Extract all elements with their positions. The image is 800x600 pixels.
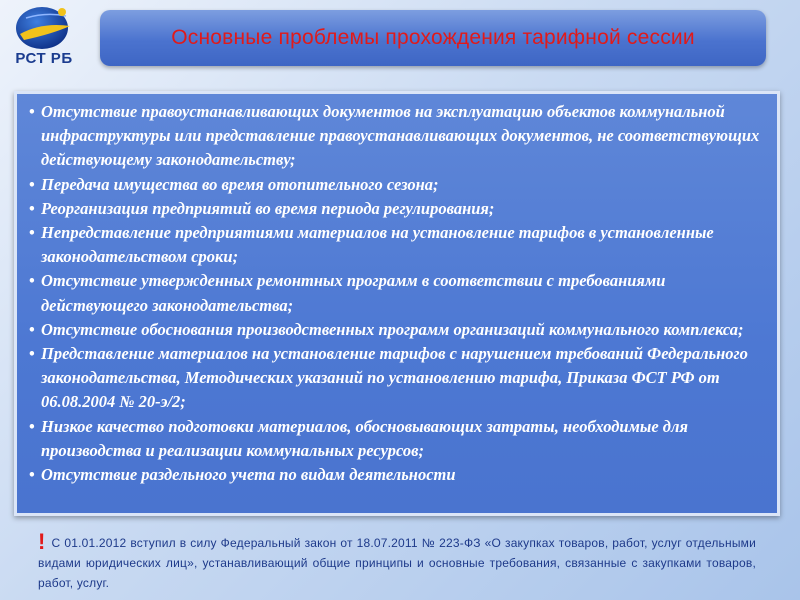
list-item (29, 463, 765, 487)
list-item (29, 173, 765, 197)
globe-logo-icon (12, 4, 76, 50)
list-item-text: Отсутствие обоснования производственных программ организаций коммунального комплекса; (41, 319, 744, 339)
list-item (29, 342, 765, 415)
list-item-text: Отсутствие раздельного учета по видам деятельности (41, 465, 456, 485)
bullet-icon: • (29, 102, 35, 121)
list-item (29, 415, 765, 463)
problems-panel (14, 91, 780, 516)
list-item (29, 269, 765, 317)
bullet-icon: • (29, 198, 35, 218)
bullet-icon: • (29, 223, 35, 243)
list-item-text: Реорганизация предприятий во время периода регулирования; (41, 198, 495, 218)
list-item-text: Низкое качество подготовки материалов, обосновывающих затраты, необходимые для производства и реализации коммунальных ресурсов; (41, 416, 688, 460)
list-item-text: Передача имущества во время отопительного сезона; (41, 174, 439, 194)
law-note-text: С 01.01.2012 вступил в силу Федеральный закон от 18.07.2011 № 223-ФЗ «О закупках товаров, работ, услуг отдельными видами юридических лиц», устанавливающий общие принципы и основные требования, связанные с закупками товаров, работ, услуг. (38, 536, 756, 590)
list-item (29, 221, 765, 269)
bullet-icon: • (29, 416, 35, 436)
list-item (29, 318, 765, 342)
page-title: Основные проблемы прохождения тарифной сессии (171, 26, 695, 49)
law-note (38, 529, 756, 593)
title-bar (100, 10, 766, 66)
list-item-text: Отсутствие правоустанавливающих документов на эксплуатацию объектов коммунальной инфраструктуры или представление правоустанавливающих документов, не соответствующих действующему законодательству; (41, 102, 760, 170)
bullet-icon: • (29, 174, 35, 194)
list-item (29, 100, 765, 173)
bullet-icon: • (29, 319, 35, 339)
list-item-text: Непредставление предприятиями материалов на установление тарифов в установленные законодательством сроки; (41, 223, 714, 267)
list-item (29, 197, 765, 221)
problems-list (17, 94, 777, 487)
logo (8, 4, 80, 70)
exclamation-icon: ! (38, 529, 46, 554)
bullet-icon: • (29, 344, 35, 364)
logo-text: РСТ РБ (15, 50, 73, 67)
bullet-icon: • (29, 465, 35, 485)
list-item-text: Представление материалов на установление тарифов с нарушением требований Федерального законодательства, Методических указаний по установлению тарифа, Приказа ФСТ РФ от 06.08.2004 № 20-э/2; (41, 344, 748, 412)
bullet-icon: • (29, 271, 35, 291)
list-item-text: Отсутствие утвержденных ремонтных программ в соответствии с требованиями действующего законодательства; (41, 271, 666, 315)
